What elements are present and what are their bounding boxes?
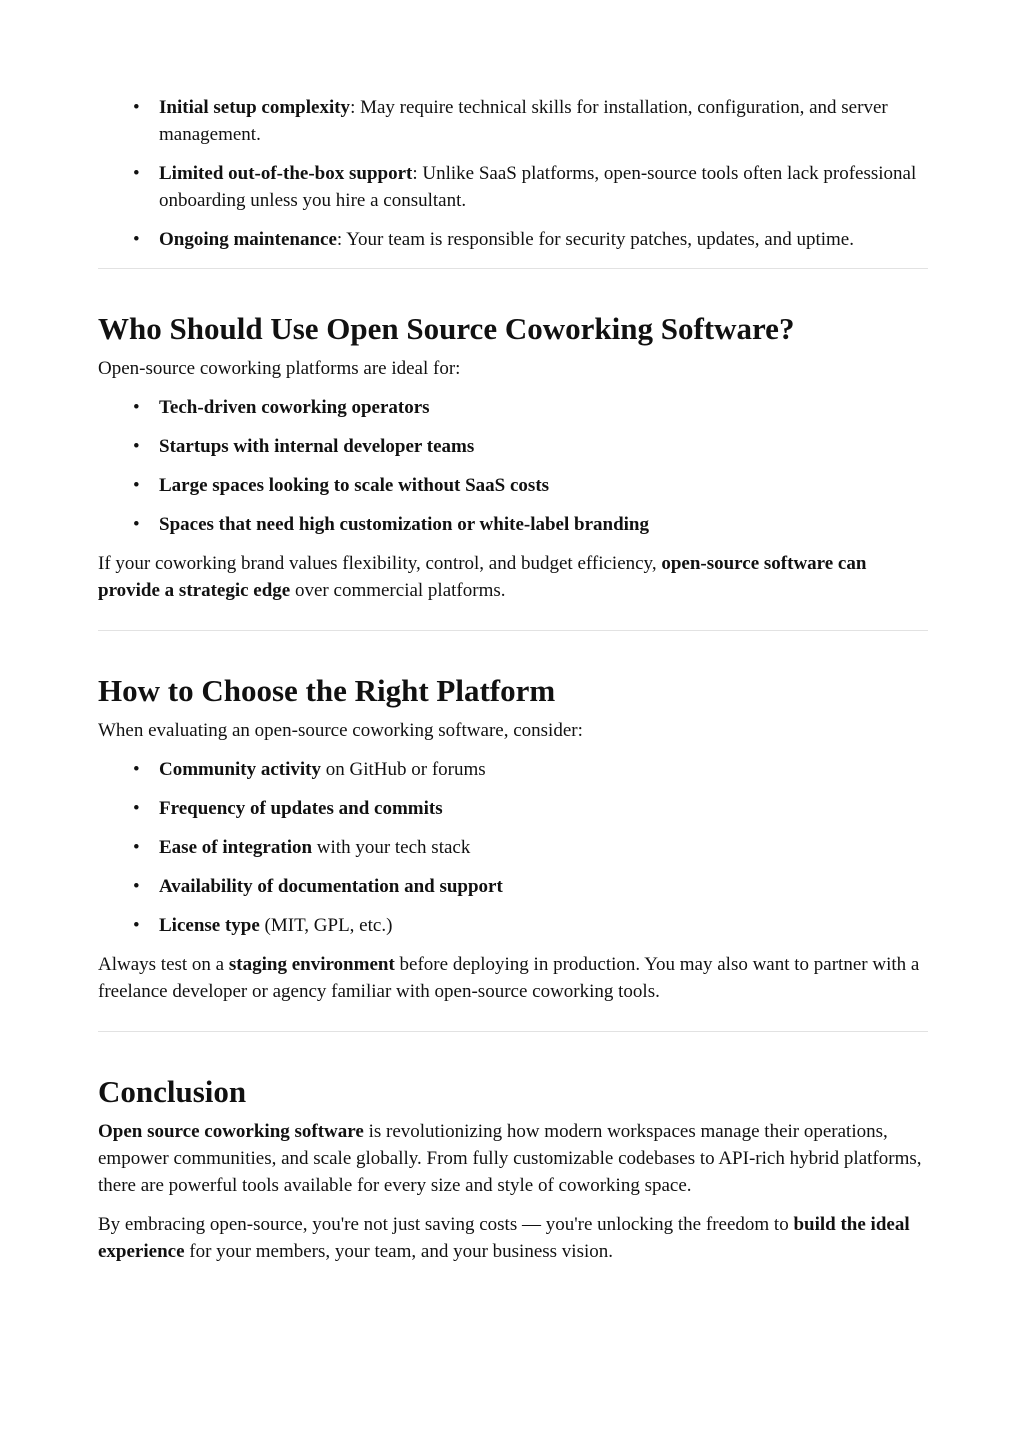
section-intro: When evaluating an open-source coworking software, consider: — [98, 720, 583, 741]
list-item: • Limited out-of-the-box support: Unlike SaaS platforms, open-source tools often lack professional onboarding unless you hire a consultant. — [159, 160, 928, 214]
list-item: • Startups with internal developer teams — [159, 433, 928, 460]
list-item: • License type (MIT, GPL, etc.) — [159, 912, 928, 939]
section-heading: How to Choose the Right Platform — [98, 673, 556, 708]
list-item: • Community activity on GitHub or forums — [159, 756, 928, 783]
list-item: • Ease of integration with your tech stack — [159, 834, 928, 861]
section-intro: Open-source coworking platforms are ideal for: — [98, 358, 461, 379]
list-item: • Frequency of updates and commits — [159, 795, 928, 822]
section-closing: If your coworking brand values flexibility, control, and budget efficiency, open-source software can provide a strategic edge over commercial platforms. — [98, 553, 867, 601]
section-heading: Who Should Use Open Source Coworking Software? — [98, 311, 795, 346]
section-divider — [98, 268, 928, 269]
choose-list — [98, 756, 928, 939]
choose-section — [98, 673, 928, 1005]
list-item: • Tech-driven coworking operators — [159, 394, 928, 421]
list-item: • Availability of documentation and support — [159, 873, 928, 900]
list-item: • Spaces that need high customization or white-label branding — [159, 511, 928, 538]
conclusion-paragraph: By embracing open-source, you're not just saving costs — you're unlocking the freedom to build the ideal experience for your members, your team, and your business vision. — [98, 1214, 910, 1262]
section-heading: Conclusion — [98, 1074, 247, 1109]
section-divider — [98, 630, 928, 631]
who-list — [98, 394, 928, 538]
list-item: • Ongoing maintenance: Your team is responsible for security patches, updates, and uptime. — [159, 226, 928, 253]
list-item: • Initial setup complexity: May require technical skills for installation, configuration, and server management. — [159, 94, 928, 148]
section-closing: Always test on a staging environment before deploying in production. You may also want to partner with a freelance developer or agency familiar with open-source coworking tools. — [98, 954, 920, 1002]
list-item: • Large spaces looking to scale without SaaS costs — [159, 472, 928, 499]
who-section — [98, 311, 928, 604]
section-divider — [98, 1031, 928, 1032]
conclusion-section — [98, 1074, 928, 1265]
conclusion-paragraph: Open source coworking software is revolutionizing how modern workspaces manage their operations, empower communities, and scale globally. From fully customizable codebases to API-rich hybrid platforms, there are powerful tools available for every size and style of coworking space. — [98, 1121, 922, 1196]
drawbacks-list — [98, 94, 928, 253]
